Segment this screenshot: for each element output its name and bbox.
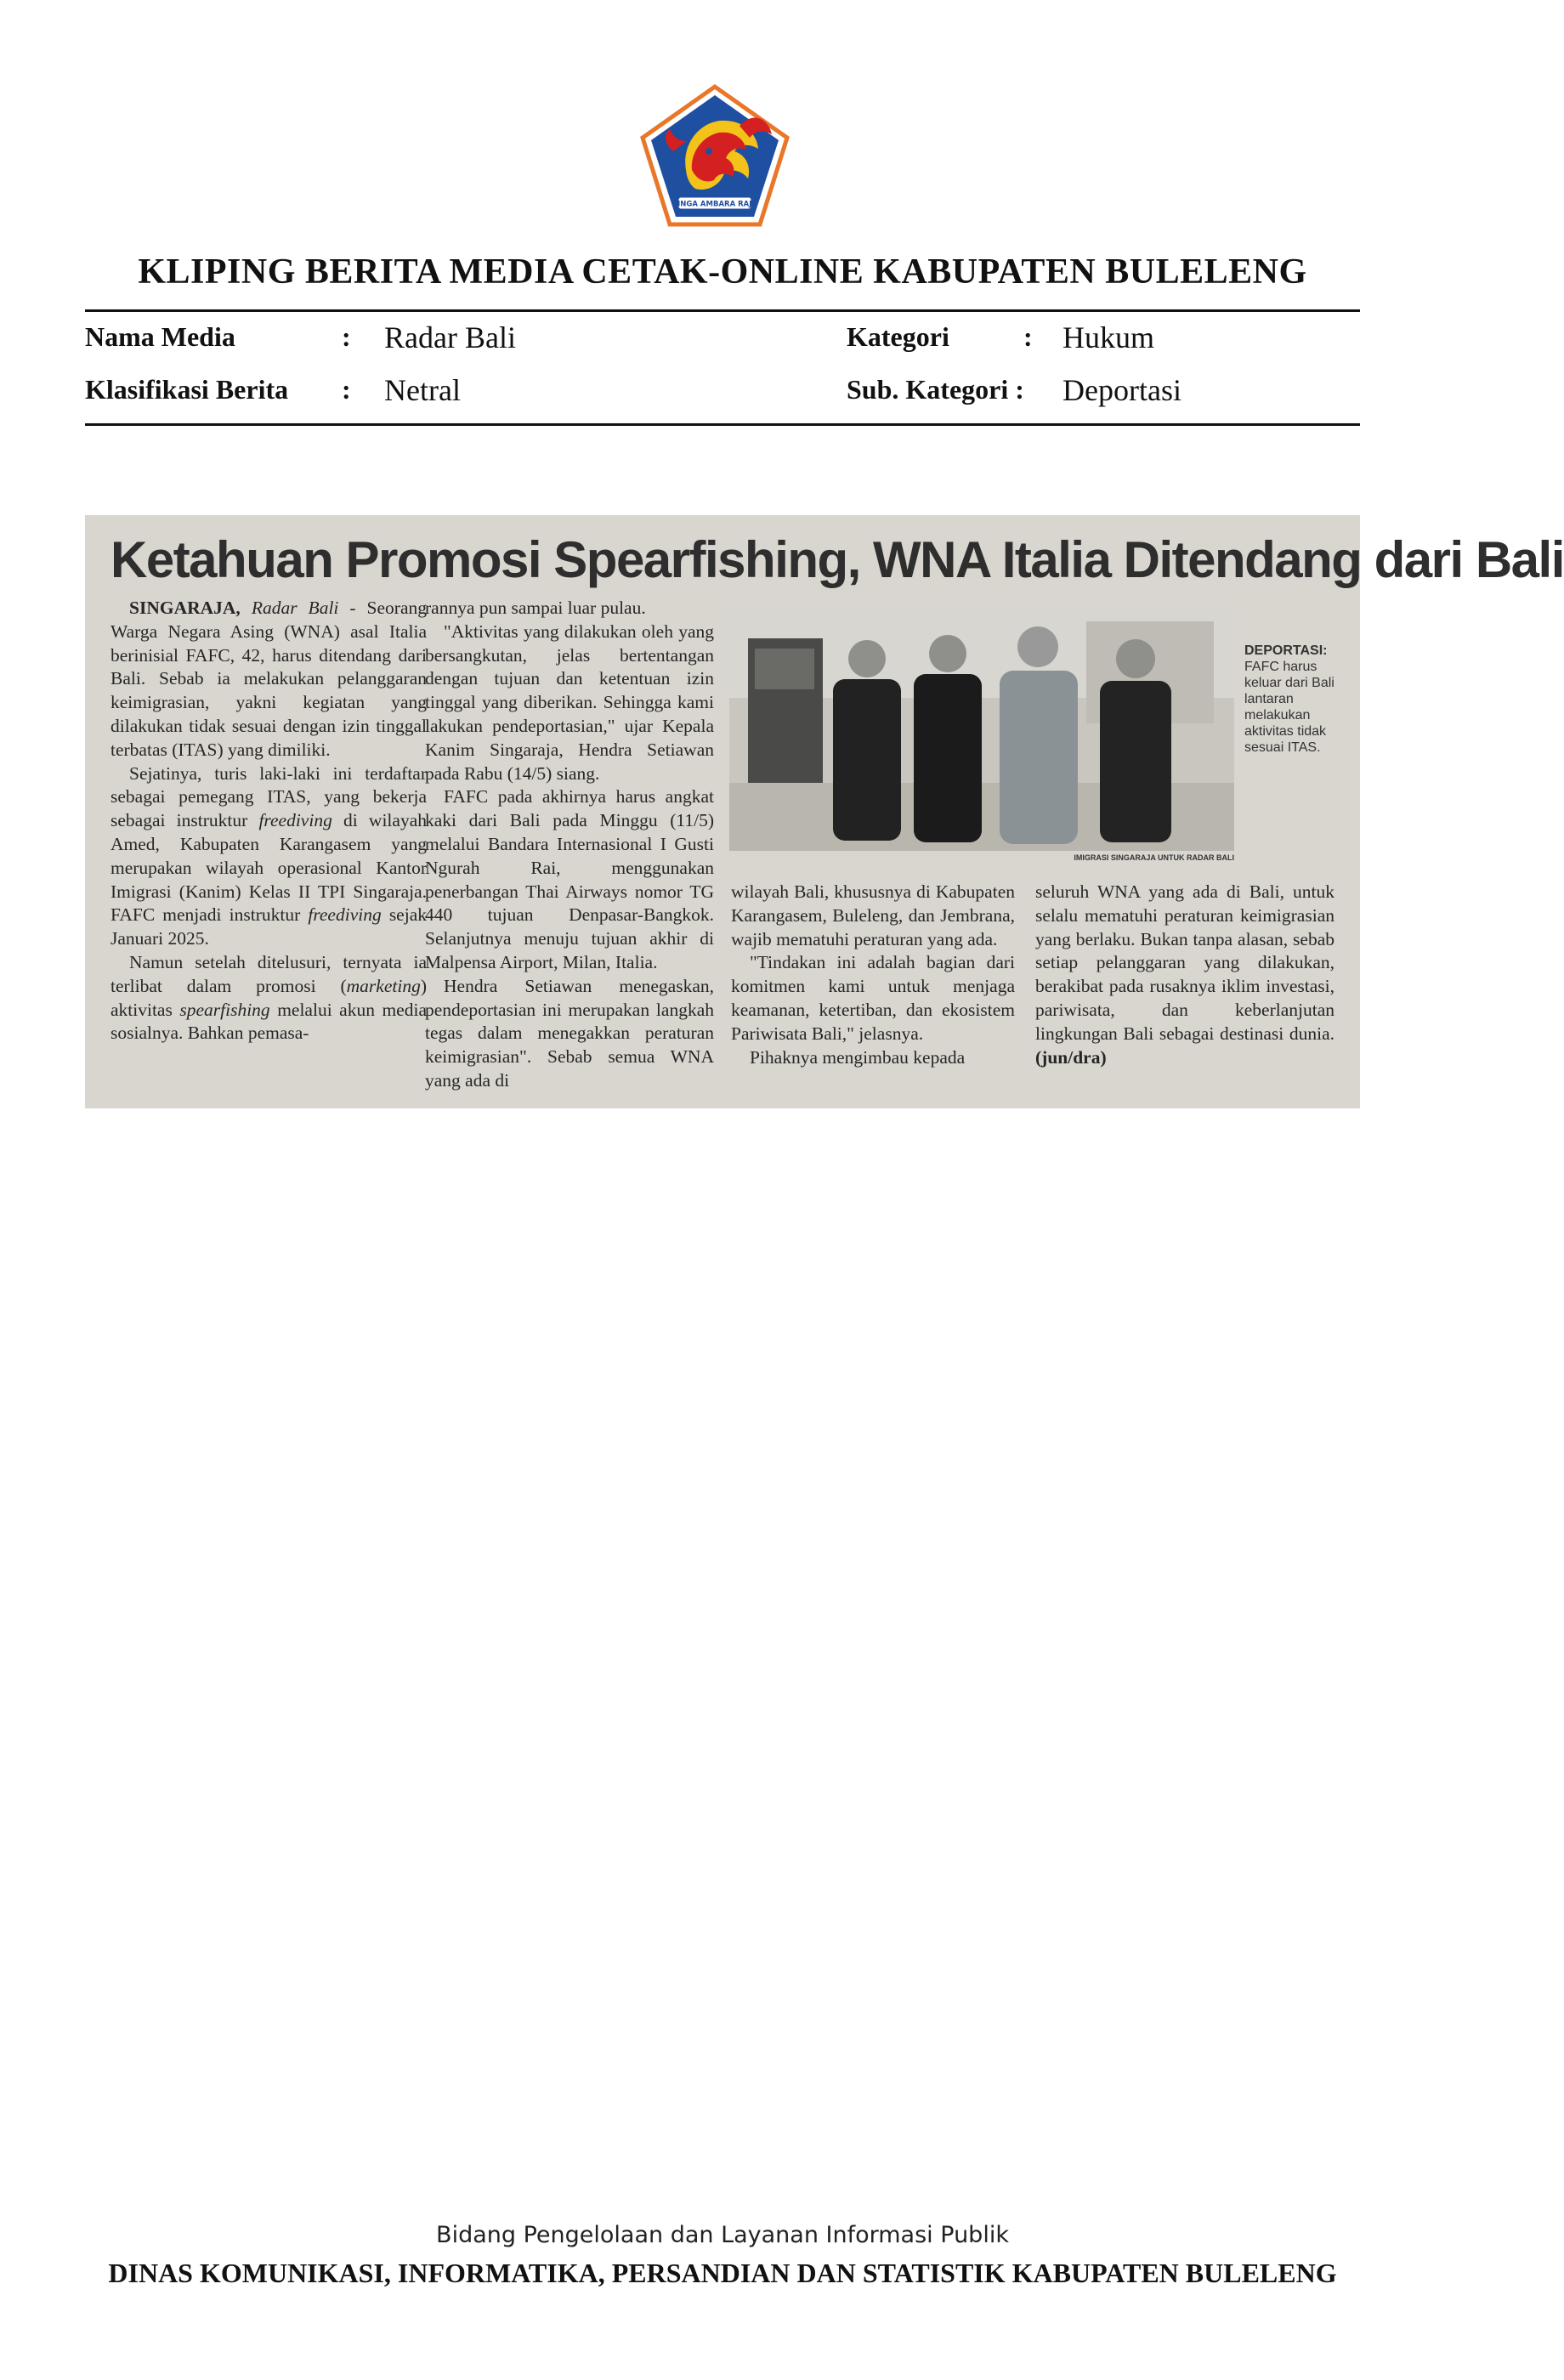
kategori-value: Hukum — [1062, 320, 1154, 354]
logo-text: SINGA AMBARA RAJA — [672, 200, 757, 209]
col3-paragraph-1: "Tindakan ini adalah bagian dari komitmen kami untuk menjaga keamanan, ketertiban, dan ekosistem Pariwisata Bali," jelasnya. — [731, 952, 1015, 1044]
bottom-rule — [85, 423, 1360, 426]
deportation-photo — [729, 604, 1234, 851]
article-column-2 — [425, 597, 714, 1093]
paragraph-3c: melalui akun media sosialnya. Bahkan pemasa- — [110, 999, 427, 1044]
col2-paragraph-0: rannya pun sampai luar pulau. — [425, 598, 646, 618]
paragraph-2c: sejak Januari 2025. — [110, 904, 427, 949]
photo-caption — [1244, 643, 1338, 756]
subkategori-value: Deportasi — [1062, 373, 1182, 407]
col4-paragraph-0: seluruh WNA yang ada di Bali, untuk selalu mematuhi peraturan keimigrasian yang berlaku. Bukan tanpa alasan, sebab setiap pelanggaran yang dilakukan, berakibat pada rusaknya iklim investasi, pariwisata, dan keberlanjutan lingkungan Bali sebagai destinasi dunia. — [1035, 881, 1334, 1044]
source: Radar Bali — [251, 598, 339, 618]
col2-paragraph-2: FAFC pada akhirnya harus angkat kaki dari Bali pada Minggu (11/5) melalui Bandara Internasional I Gusti Ngurah Rai, menggunakan penerbangan Thai Airways nomor TG 440 tujuan Denpasar-Bangkok. Selanjutnya menuju tujuan akhir di Malpensa Airport, Milan, Italia. — [425, 786, 714, 972]
article-headline: Ketahuan Promosi Spearfishing, WNA Italia Ditendang dari Bali — [110, 531, 1564, 588]
paragraph-3-italic: marketing — [346, 975, 421, 996]
news-clipping — [85, 515, 1564, 1108]
dateline: SINGARAJA, — [129, 598, 241, 618]
kategori-colon: : — [1023, 321, 1033, 352]
caption-text: FAFC harus keluar dari Bali lantaran melakukan aktivitas tidak sesuai ITAS. — [1244, 660, 1334, 755]
document-title: KLIPING BERITA MEDIA CETAK-ONLINE KABUPATEN BULELENG — [138, 252, 1307, 292]
media-value: Radar Bali — [384, 320, 516, 354]
col2-paragraph-1: "Aktivitas yang dilakukan oleh yang bersangkutan, jelas bertentangan dengan tujuan dan ketentuan izin tinggal yang diberikan. Sehingga kami lakukan pendeportasian," ujar Kepala Kanim Singaraja, Hendra Setiawan pada Rabu (14/5) siang. — [425, 620, 714, 784]
caption-head: DEPORTASI: — [1244, 643, 1328, 658]
singa-ambara-raja-logo — [639, 85, 790, 226]
paragraph-2-italic: freediving — [258, 810, 332, 831]
paragraph-3-italic2: spearfishing — [179, 999, 270, 1020]
subkategori-label: Sub. Kategori : — [847, 374, 1024, 405]
footer-division: Bidang Pengelolaan dan Layanan Informasi Publik — [436, 2222, 1009, 2248]
paragraph-1: - Seorang Warga Negara Asing (WNA) asal Italia berinisial FAFC, 42, harus ditendang dari Bali. Sebab ia melakukan pelanggaran keimigrasian, yakni kegiatan yang dilakukan tidak sesuai dengan izin tinggal terbatas (ITAS) yang dimiliki. — [110, 598, 427, 760]
klasifikasi-label: Klasifikasi Berita — [85, 374, 289, 405]
media-label: Nama Media — [85, 321, 235, 352]
klasifikasi-colon: : — [342, 374, 351, 405]
klasifikasi-value: Netral — [384, 373, 461, 407]
top-rule — [85, 309, 1360, 312]
col3-paragraph-2: Pihaknya mengimbau kepada — [750, 1046, 966, 1068]
paragraph-2a: Sejatinya, turis laki-laki ini terdaftar sebagai pemegang ITAS, yang bekerja sebagai instruktur — [110, 762, 427, 831]
col3-paragraph-0: wilayah Bali, khususnya di Kabupaten Karangasem, Buleleng, dan Jembrana, wajib mematuhi peraturan yang ada. — [731, 881, 1015, 949]
footer-agency: DINAS KOMUNIKASI, INFORMATIKA, PERSANDIAN DAN STATISTIK KABUPATEN BULELENG — [108, 2258, 1337, 2288]
media-colon: : — [342, 321, 351, 352]
kategori-label: Kategori — [847, 321, 949, 352]
paragraph-2-italic2: freediving — [308, 904, 382, 926]
paragraph-3b: ) aktivitas — [110, 975, 427, 1020]
photo-credit: IMIGRASI SINGARAJA UNTUK RADAR BALI — [1074, 853, 1234, 862]
article-column-3 — [731, 881, 1015, 1069]
paragraph-3a: Namun setelah ditelusuri, ternyata ia terlibat dalam promosi ( — [110, 951, 427, 996]
col2-paragraph-3: Hendra Setiawan menegaskan, pendeportasian ini merupakan langkah tegas dalam menegakkan peraturan keimigrasian". Sebab semua WNA yang ada di — [425, 975, 714, 1091]
article-column-1 — [110, 597, 427, 1046]
author-signature: (jun/dra) — [1035, 1046, 1107, 1068]
paragraph-2b: di wilayah Amed, Kabupaten Karangasem yang merupakan wilayah operasional Kantor Imigrasi (Kanim) Kelas II TPI Singaraja. FAFC menjadi instruktur — [110, 810, 427, 926]
article-column-4 — [1035, 881, 1334, 1069]
